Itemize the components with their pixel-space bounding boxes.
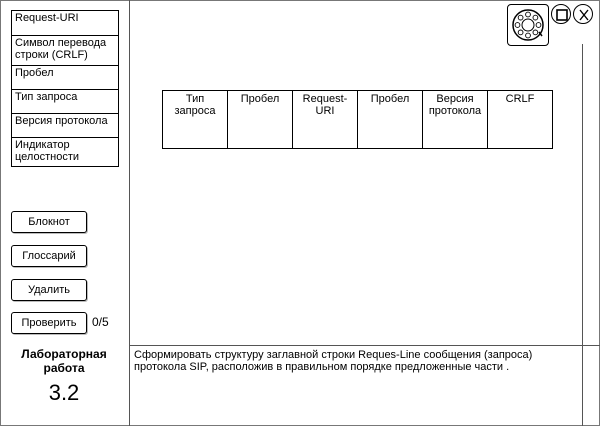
check-button[interactable]: Проверить [11,312,87,334]
answer-slots-row [163,91,553,149]
slot-5[interactable]: Версия протокола [423,91,488,149]
close-button[interactable] [573,4,593,24]
answer-slots-table [162,90,553,149]
slot-1[interactable]: Тип запроса [163,91,228,149]
palette-item-request-uri[interactable]: Request-URI [11,10,119,35]
slot-4[interactable]: Пробел [358,91,423,149]
close-icon [574,5,594,25]
delete-button[interactable]: Удалить [11,279,87,301]
right-scroll-strip [582,44,600,426]
slot-3[interactable]: Request-URI [293,91,358,149]
score-counter: 0/5 [92,315,109,329]
lab-number: 3.2 [48,380,80,405]
lab-title: Лабораторная работа [21,347,107,375]
maximize-icon [552,5,572,25]
rotary-dial-icon[interactable] [507,4,549,46]
task-description: Сформировать структуру заглавной строки Reques-Line сообщения (запроса) протокола SIP, расположив в правильном порядке предложенные части . [134,349,533,373]
palette-item-space[interactable]: Пробел [11,65,119,89]
slot-2[interactable]: Пробел [228,91,293,149]
palette-item-integrity-indicator[interactable]: Индикатор целостности [11,137,119,167]
palette-item-request-type[interactable]: Тип запроса [11,89,119,113]
parts-palette [11,10,119,167]
palette-item-protocol-version[interactable]: Версия протокола [11,113,119,137]
slot-6[interactable]: CRLF [488,91,553,149]
notepad-button[interactable]: Блокнот [11,211,87,233]
glossary-button[interactable]: Глоссарий [11,245,87,267]
task-divider [130,345,600,346]
maximize-button[interactable] [551,4,571,24]
palette-item-crlf[interactable]: Символ перевода строки (CRLF) [11,35,119,65]
